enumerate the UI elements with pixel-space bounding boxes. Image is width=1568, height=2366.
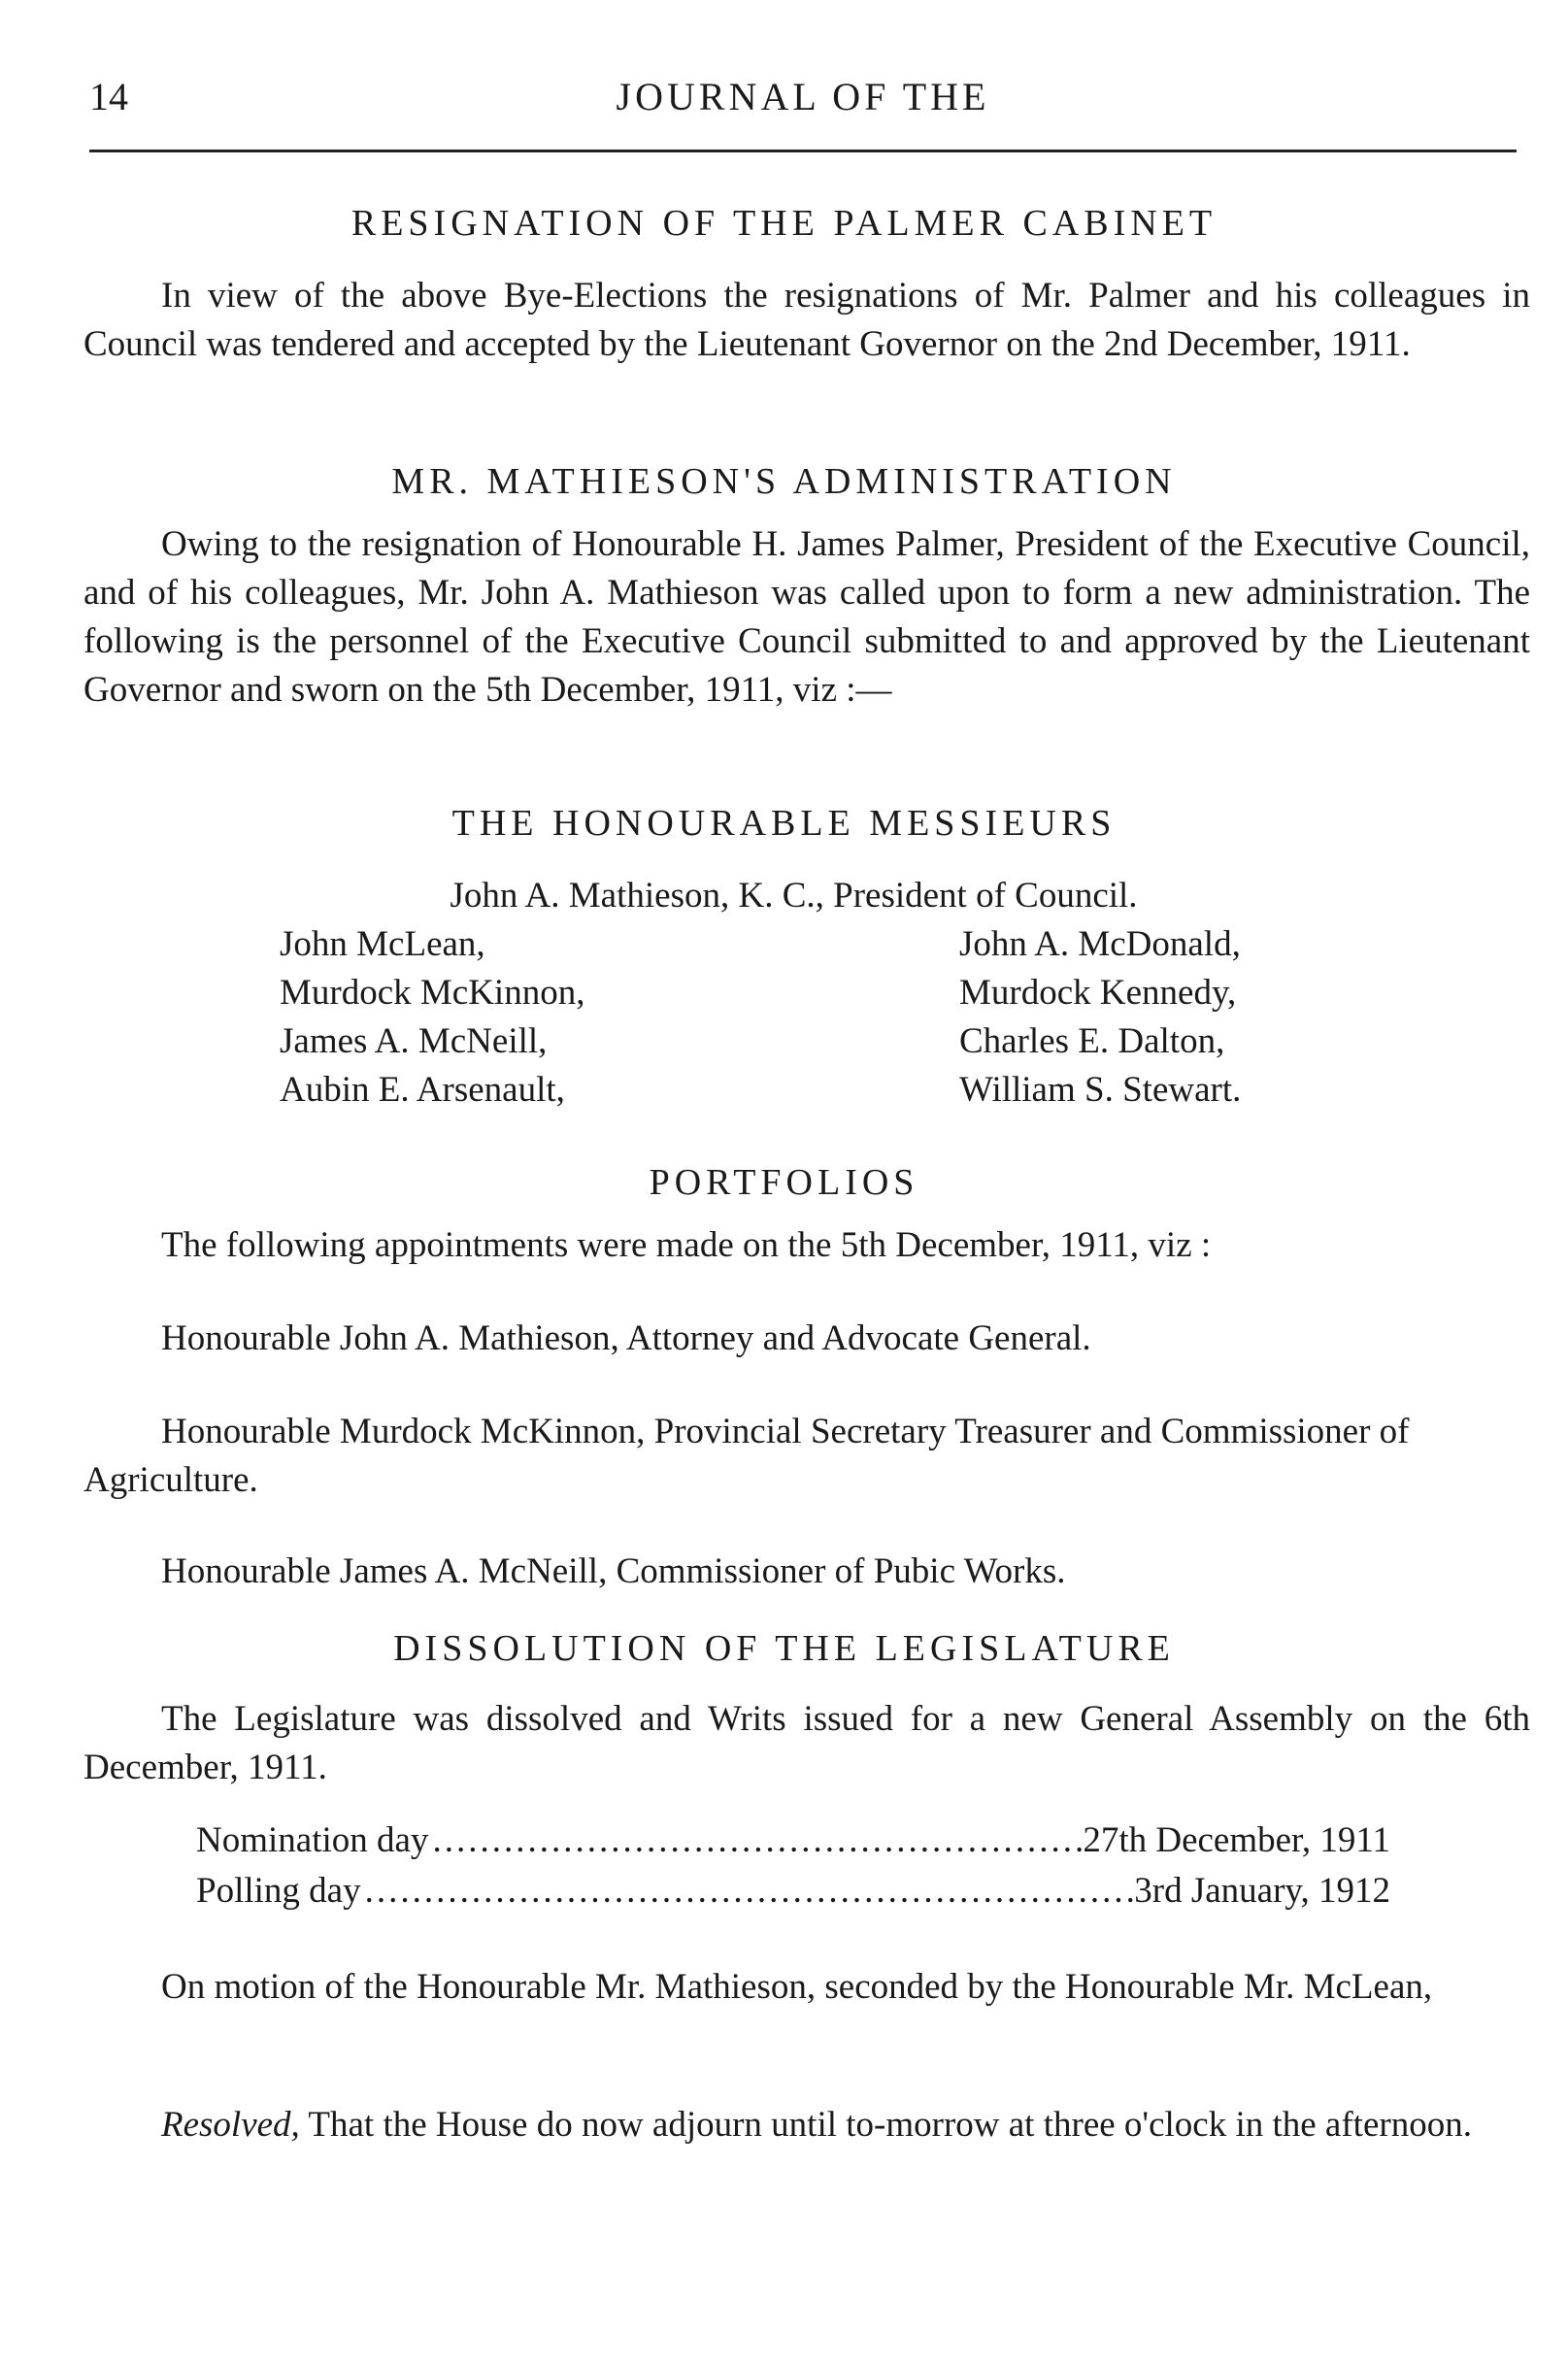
resignation-heading: RESIGNATION OF THE PALMER CABINET	[350, 203, 1218, 244]
motion-paragraph: On motion of the Honourable Mr. Mathieson, seconded by the Honourable Mr. McLean,	[161, 1967, 1433, 2007]
election-dates	[196, 1816, 1390, 1916]
page-header	[89, 74, 1517, 128]
resolved-paragraph: Resolved, That the House do now adjourn until to-morrow at three o'clock in the afternoon.	[161, 2105, 1472, 2145]
resignation-paragraph: In view of the above Bye-Elections the resignations of Mr. Palmer and his colleagues in Council was tendered and accepted by the Lieutenant Governor on the 2nd December, 1911.	[83, 276, 1530, 364]
date-label: Polling day	[196, 1871, 361, 1911]
date-label: Nomination day	[196, 1820, 429, 1860]
header-rule	[89, 150, 1517, 152]
council-members	[0, 872, 1568, 1110]
dissolution-paragraph: The Legislature was dissolved and Writs issued for a new General Assembly on the 6th December, 1911.	[83, 1699, 1530, 1787]
administration-paragraph: Owing to the resignation of Honourable H. James Palmer, President of the Executive Council, and of his colleagues, Mr. John A. Mathieson was called upon to form a new administration. The following is the personnel of the Executive Council submitted to and approved by the Lieutenant Governor and sworn on the 5th December, 1911, viz :—	[83, 524, 1530, 710]
appointment-item: Honourable Murdock McKinnon, Provincial Secretary Treasurer and Commissioner of Agriculture.	[83, 1412, 1410, 1500]
date-value: 27th December, 1911	[1083, 1820, 1390, 1860]
dissolution-heading: DISSOLUTION OF THE LEGISLATURE	[393, 1628, 1175, 1669]
member-name: Charles E. Dalton,	[959, 1021, 1225, 1061]
date-row	[196, 1866, 1390, 1916]
appointment-item: Honourable John A. Mathieson, Attorney and Advocate General.	[161, 1318, 1091, 1358]
council-president: John A. Mathieson, K. C., President of Council.	[450, 876, 1138, 916]
member-name: John McLean,	[280, 924, 485, 964]
date-value: 3rd January, 1912	[1134, 1871, 1390, 1911]
administration-heading: MR. MATHIESON'S ADMINISTRATION	[391, 461, 1177, 502]
messieurs-heading: THE HONOURABLE MESSIEURS	[451, 803, 1117, 844]
portfolios-intro: The following appointments were made on the 5th December, 1911, viz :	[161, 1225, 1212, 1265]
portfolios-heading: PORTFOLIOS	[649, 1162, 919, 1203]
resolved-word: Resolved,	[161, 2105, 300, 2145]
leader-dots	[361, 1866, 1135, 1916]
members-grid	[280, 920, 1377, 1115]
member-name: James A. McNeill,	[280, 1021, 548, 1061]
appointment-item: Honourable James A. McNeill, Commissioner of Pubic Works.	[161, 1551, 1066, 1591]
running-title: JOURNAL OF THE	[616, 75, 990, 118]
page-number: 14	[89, 75, 128, 118]
member-name: Murdock Kennedy,	[959, 973, 1237, 1013]
member-name: William S. Stewart.	[959, 1070, 1242, 1110]
member-name: Murdock McKinnon,	[280, 973, 585, 1013]
date-row	[196, 1816, 1390, 1866]
leader-dots	[428, 1816, 1083, 1866]
member-name: John A. McDonald,	[959, 924, 1241, 964]
member-name: Aubin E. Arsenault,	[280, 1070, 565, 1110]
